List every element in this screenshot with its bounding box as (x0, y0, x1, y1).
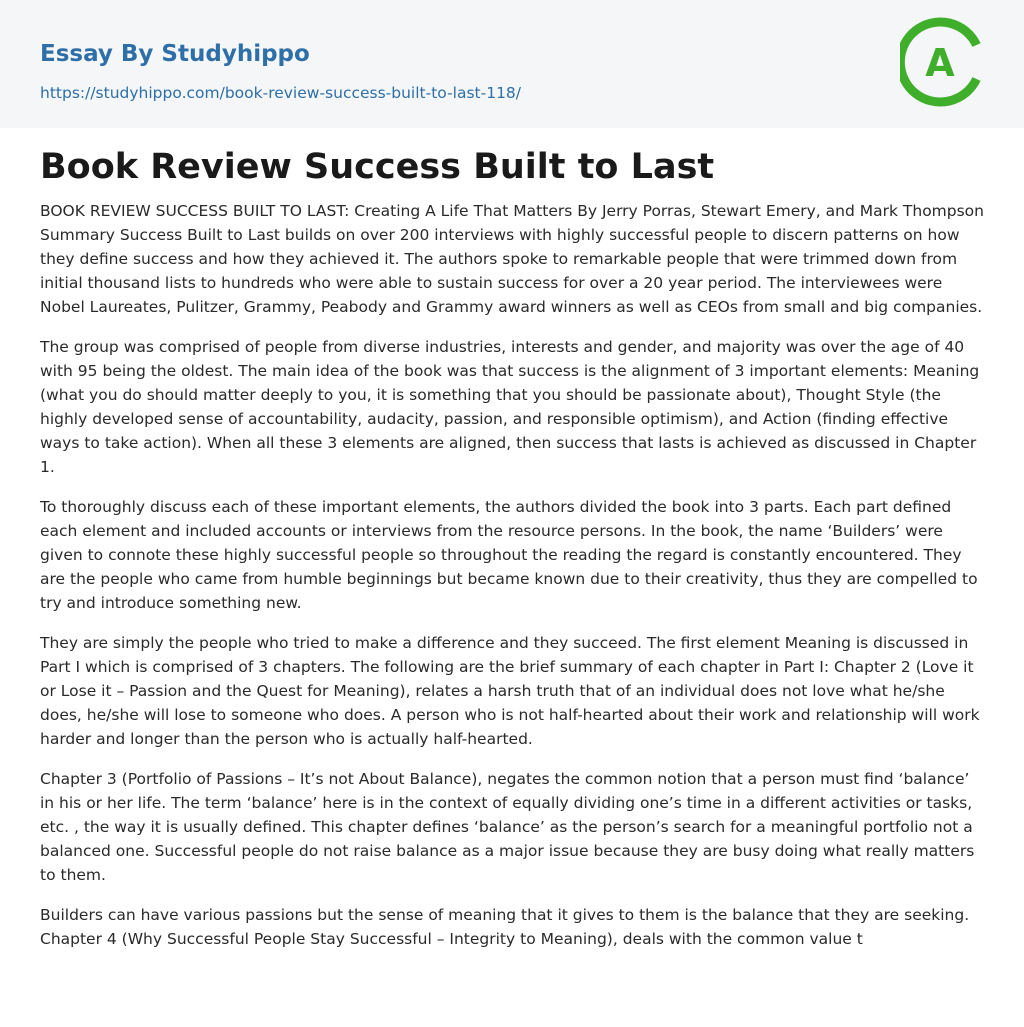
article-paragraph-3: To thoroughly discuss each of these important elements, the authors divided the book into 3 parts. Each part defined each element and included accounts or interviews from the resource persons. In the book, the name ‘Builders’ were given to connote these highly successful people so throughout the reading the regard is constantly encountered. They are the people who came from humble beginnings but became known due to their creativity, thus they are compelled to try and introduce something new. (40, 498, 978, 612)
article-paragraph-6: Builders can have various passions but the sense of meaning that it gives to them is the balance that they are seeking. Chapter 4 (Why Successful People Stay Successful – Integrity to Meaning), deals with the common value t (40, 906, 970, 948)
brand-title: Essay By Studyhippo (40, 41, 310, 67)
article-paragraph-2: The group was comprised of people from diverse industries, interests and gender, and majority was over the age of 40 with 95 being the oldest. The main idea of the book was that success is the alignment of 3 important elements: Meaning (what you do should matter deeply to you, it is something that you should be passionate about), Thought Style (the highly developed sense of accountability, audacity, passion, and responsible optimism), and Action (finding effective ways to take action). When all these 3 elements are aligned, then success that lasts is achieved as discussed in Chapter 1. (40, 338, 980, 476)
header-bar (0, 0, 1024, 128)
article-paragraph-4: They are simply the people who tried to make a difference and they succeed. The first element Meaning is discussed in Part I which is comprised of 3 chapters. The following are the brief summary of each chapter in Part I: Chapter 2 (Love it or Lose it – Passion and the Quest for Meaning), relates a harsh truth that of an individual does not love what he/she does, he/she will lose to someone who does. A person who is not half-hearted about their work and relationship will work harder and longer than the person who is actually half-hearted. (40, 634, 980, 748)
article-paragraph-1: BOOK REVIEW SUCCESS BUILT TO LAST: Creating A Life That Matters By Jerry Porras, Stewart Emery, and Mark Thompson Summary Success Built to Last builds on over 200 interviews with highly successful people to discern patterns on how they define success and how they achieved it. The authors spoke to remarkable people that were trimmed down from initial thousand lists to hundreds who were able to sustain success for over a 20 year period. The interviewees were Nobel Laureates, Pulitzer, Grammy, Peabody and Grammy award winners as well as CEOs from small and big companies. (40, 202, 984, 316)
article (40, 143, 986, 967)
article-title: Book Review Success Built to Last (40, 147, 715, 187)
studyhippo-a-logo-icon[interactable] (900, 17, 988, 107)
article-paragraph-5: Chapter 3 (Portfolio of Passions – It’s not About Balance), negates the common notion that a person must find ‘balance’ in his or her life. The term ‘balance’ here is in the context of equally dividing one’s time in a different activities or tasks, etc. , the way it is usually defined. This chapter defines ‘balance’ as the person’s search for a meaningful portfolio not a balanced one. Successful people do not raise balance as a major issue because they are busy doing what really matters to them. (40, 770, 975, 884)
source-url-link[interactable]: https://studyhippo.com/book-review-success-built-to-last-118/ (40, 84, 522, 102)
svg-text:A: A (925, 41, 955, 85)
